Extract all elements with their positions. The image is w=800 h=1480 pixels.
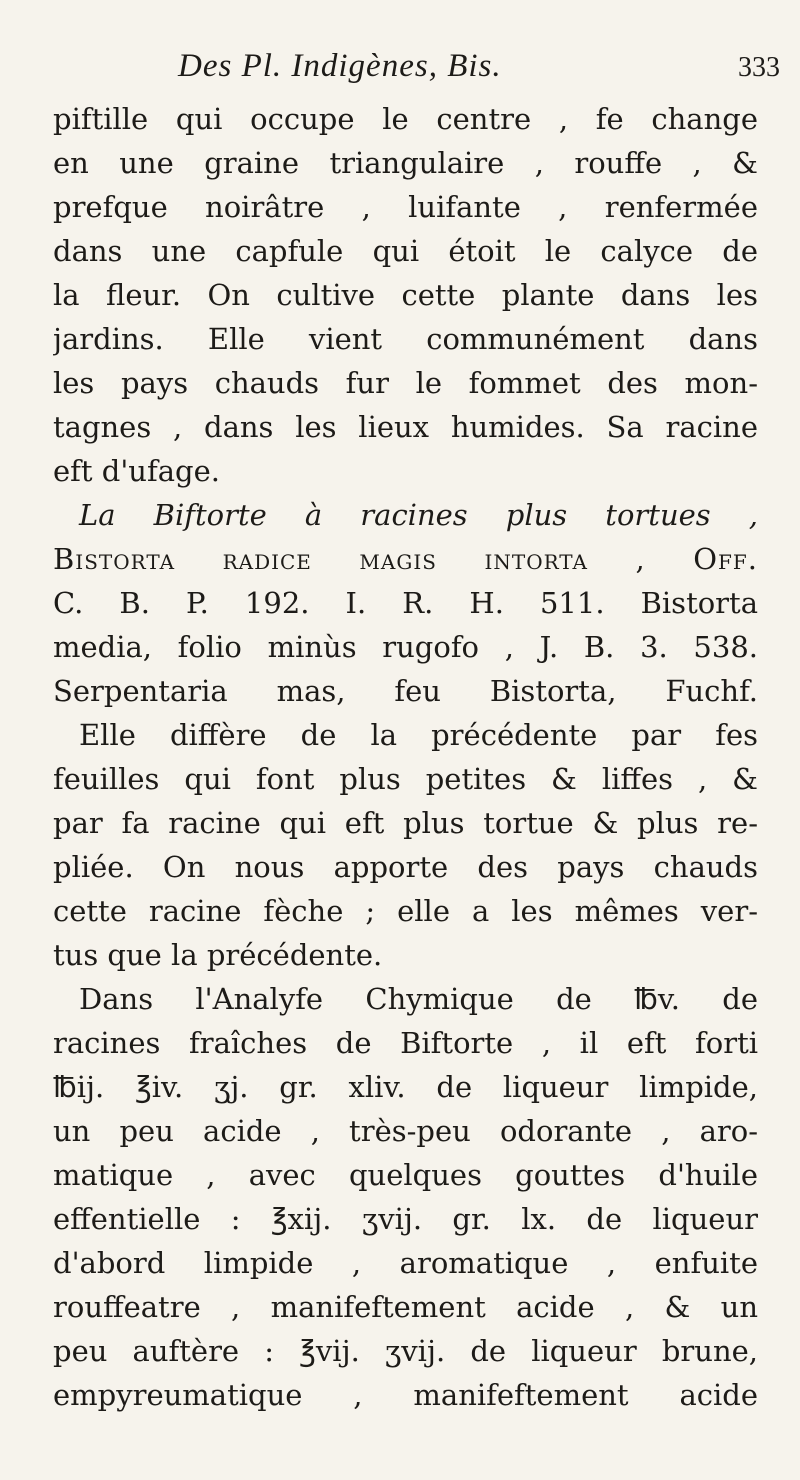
text-line: tus que la précédente. — [53, 938, 383, 972]
text-line: feuilles qui font plus petites & liffes , & — [53, 762, 758, 796]
text-line: cette racine fèche ; elle a les mêmes ver- — [53, 894, 758, 928]
entry-heading: La Biftorte à racines plus tortues , — [79, 498, 758, 532]
text-line: un peu acide , très-peu odorante , aro- — [53, 1114, 758, 1148]
text-line: Bistorta radice magis intorta , Off. — [53, 542, 758, 576]
text-line: piftille qui occupe le centre , fe change — [53, 102, 758, 136]
text-line: effentielle : ℥xij. ʒvij. gr. lx. de liqueur — [53, 1202, 758, 1236]
text-line: matique , avec quelques gouttes d'huile — [53, 1158, 758, 1192]
text-line: tagnes , dans les lieux humides. Sa racine — [53, 410, 758, 444]
text-line: d'abord limpide , aromatique , enfuite — [53, 1246, 758, 1280]
text-line: media, folio minùs rugofo , J. B. 3. 538. — [53, 630, 758, 664]
text-line: la fleur. On cultive cette plante dans les — [53, 278, 758, 312]
text-line: en une graine triangulaire , rouffe , & — [53, 146, 758, 180]
text-line: dans une capfule qui étoit le calyce de — [53, 234, 758, 268]
text-line: racines fraîches de Biftorte , il eft forti — [53, 1026, 758, 1060]
running-title: Des Pl. Indigènes, Bis. — [178, 48, 502, 84]
text-line: par fa racine qui eft plus tortue & plus re- — [53, 806, 758, 840]
text-line: eft d'ufage. — [53, 454, 220, 488]
text-line: Serpentaria mas, feu Bistorta, Fuchf. — [53, 674, 758, 708]
text-line: peu auftère : ℥vij. ʒvij. de liqueur brune, — [53, 1334, 758, 1368]
text-line: Dans l'Analyfe Chymique de ℔v. de — [79, 982, 758, 1016]
text-line: C. B. P. 192. I. R. H. 511. Bistorta — [53, 586, 758, 620]
text-line: prefque noirâtre , luifante , renfermée — [53, 190, 758, 224]
text-line: ℔ij. ℥iv. ʒj. gr. xliv. de liqueur limpide, — [53, 1070, 758, 1104]
text-line: jardins. Elle vient communément dans — [53, 322, 758, 356]
text-line: Elle diffère de la précédente par fes — [79, 718, 758, 752]
text-line: empyreumatique , manifeftement acide — [53, 1378, 758, 1412]
text-line: pliée. On nous apporte des pays chauds — [53, 850, 758, 884]
body-text — [53, 97, 758, 1417]
text-line: les pays chauds fur le fommet des mon- — [53, 366, 758, 400]
page-number: 333 — [738, 52, 780, 83]
page-header — [40, 48, 780, 94]
text-line: rouffeatre , manifeftement acide , & un — [53, 1290, 758, 1324]
